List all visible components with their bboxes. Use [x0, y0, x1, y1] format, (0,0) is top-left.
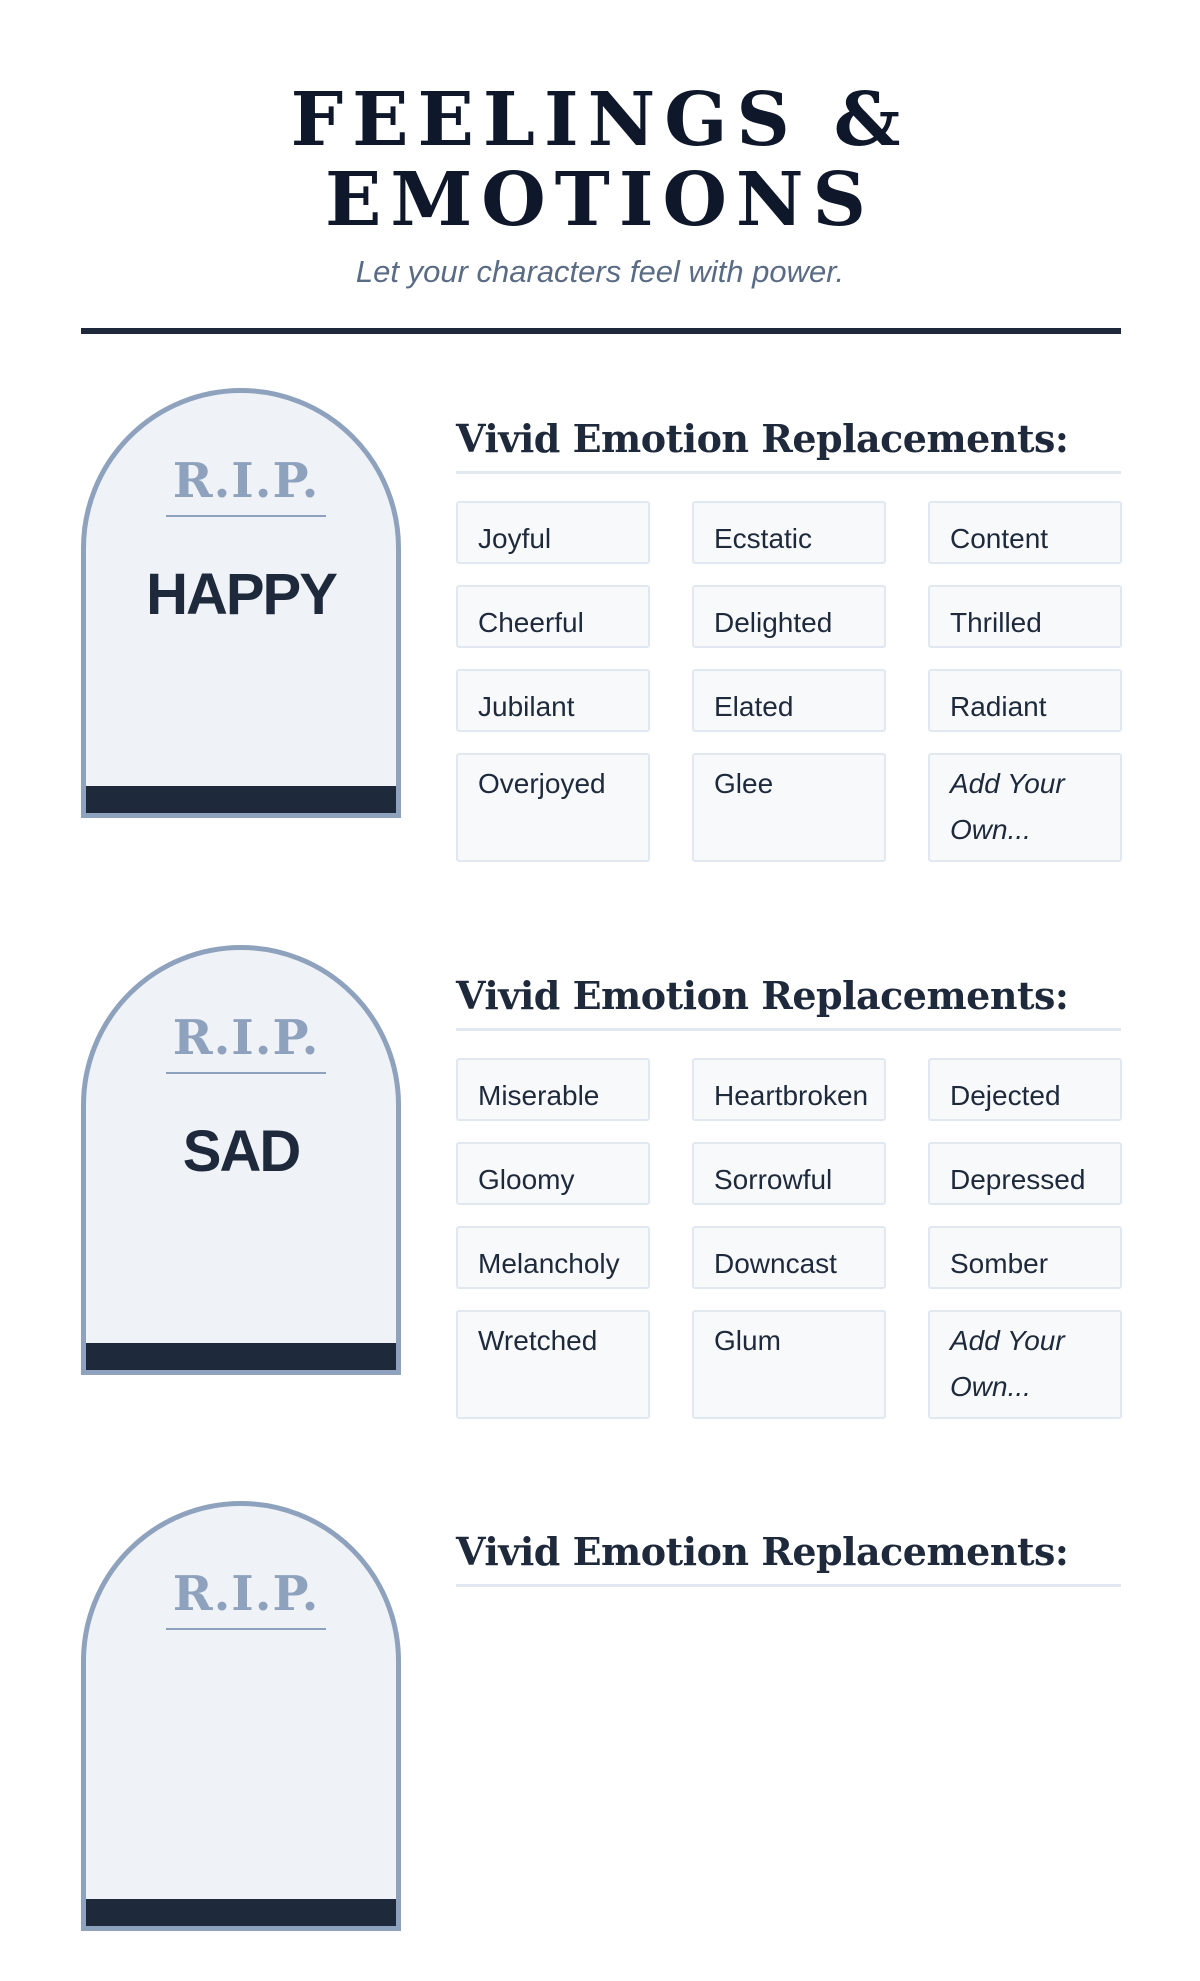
replacements-title: Vivid Emotion Replacements: — [456, 416, 1121, 474]
tombstone — [81, 945, 401, 1375]
word-chip: Downcast — [692, 1226, 886, 1289]
emotion-name: HAPPY — [146, 562, 336, 627]
title-line-1: FEELINGS & — [290, 77, 910, 163]
word-chip: Cheerful — [456, 585, 650, 648]
word-chip: Jubilant — [456, 669, 650, 732]
word-chip: Elated — [692, 669, 886, 732]
page-title — [0, 77, 1200, 243]
word-grid — [456, 1058, 1121, 1419]
word-chip: Sorrowful — [692, 1142, 886, 1205]
word-chip: Somber — [928, 1226, 1122, 1289]
tombstone-base — [86, 1899, 396, 1926]
emotion-name: SAD — [182, 1119, 300, 1184]
add-your-own-chip[interactable]: Add Your Own... — [928, 753, 1122, 862]
subtitle: Let your characters feel with power. — [355, 254, 845, 289]
title-line-2: EMOTIONS — [324, 157, 875, 243]
word-chip: Thrilled — [928, 585, 1122, 648]
word-chip: Glum — [692, 1310, 886, 1419]
word-chip: Miserable — [456, 1058, 650, 1121]
add-your-own-chip[interactable]: Add Your Own... — [928, 1310, 1122, 1419]
word-chip: Gloomy — [456, 1142, 650, 1205]
replacements-panel — [456, 973, 1121, 1419]
word-chip: Delighted — [692, 585, 886, 648]
emotion-section-sad — [81, 945, 1121, 1425]
rip-label: R.I.P. — [166, 453, 326, 517]
word-chip: Joyful — [456, 501, 650, 564]
word-chip: Wretched — [456, 1310, 650, 1419]
emotion-section-3 — [81, 1501, 1121, 1981]
emotion-section-happy — [81, 388, 1121, 868]
replacements-panel — [456, 1529, 1121, 1587]
word-chip: Radiant — [928, 669, 1122, 732]
word-chip: Overjoyed — [456, 753, 650, 862]
word-chip: Depressed — [928, 1142, 1122, 1205]
tombstone — [81, 1501, 401, 1931]
word-grid — [456, 501, 1121, 862]
replacements-title: Vivid Emotion Replacements: — [456, 973, 1121, 1031]
replacements-title: Vivid Emotion Replacements: — [456, 1529, 1121, 1587]
header-divider — [81, 328, 1121, 334]
tombstone — [81, 388, 401, 818]
tombstone-base — [86, 1343, 396, 1370]
tombstone-base — [86, 786, 396, 813]
replacements-panel — [456, 416, 1121, 862]
header — [0, 0, 1200, 290]
word-chip: Heartbroken — [692, 1058, 886, 1121]
word-chip: Glee — [692, 753, 886, 862]
word-chip: Melancholy — [456, 1226, 650, 1289]
word-chip: Content — [928, 501, 1122, 564]
word-chip: Ecstatic — [692, 501, 886, 564]
rip-label: R.I.P. — [166, 1010, 326, 1074]
rip-label: R.I.P. — [166, 1566, 326, 1630]
word-chip: Dejected — [928, 1058, 1122, 1121]
